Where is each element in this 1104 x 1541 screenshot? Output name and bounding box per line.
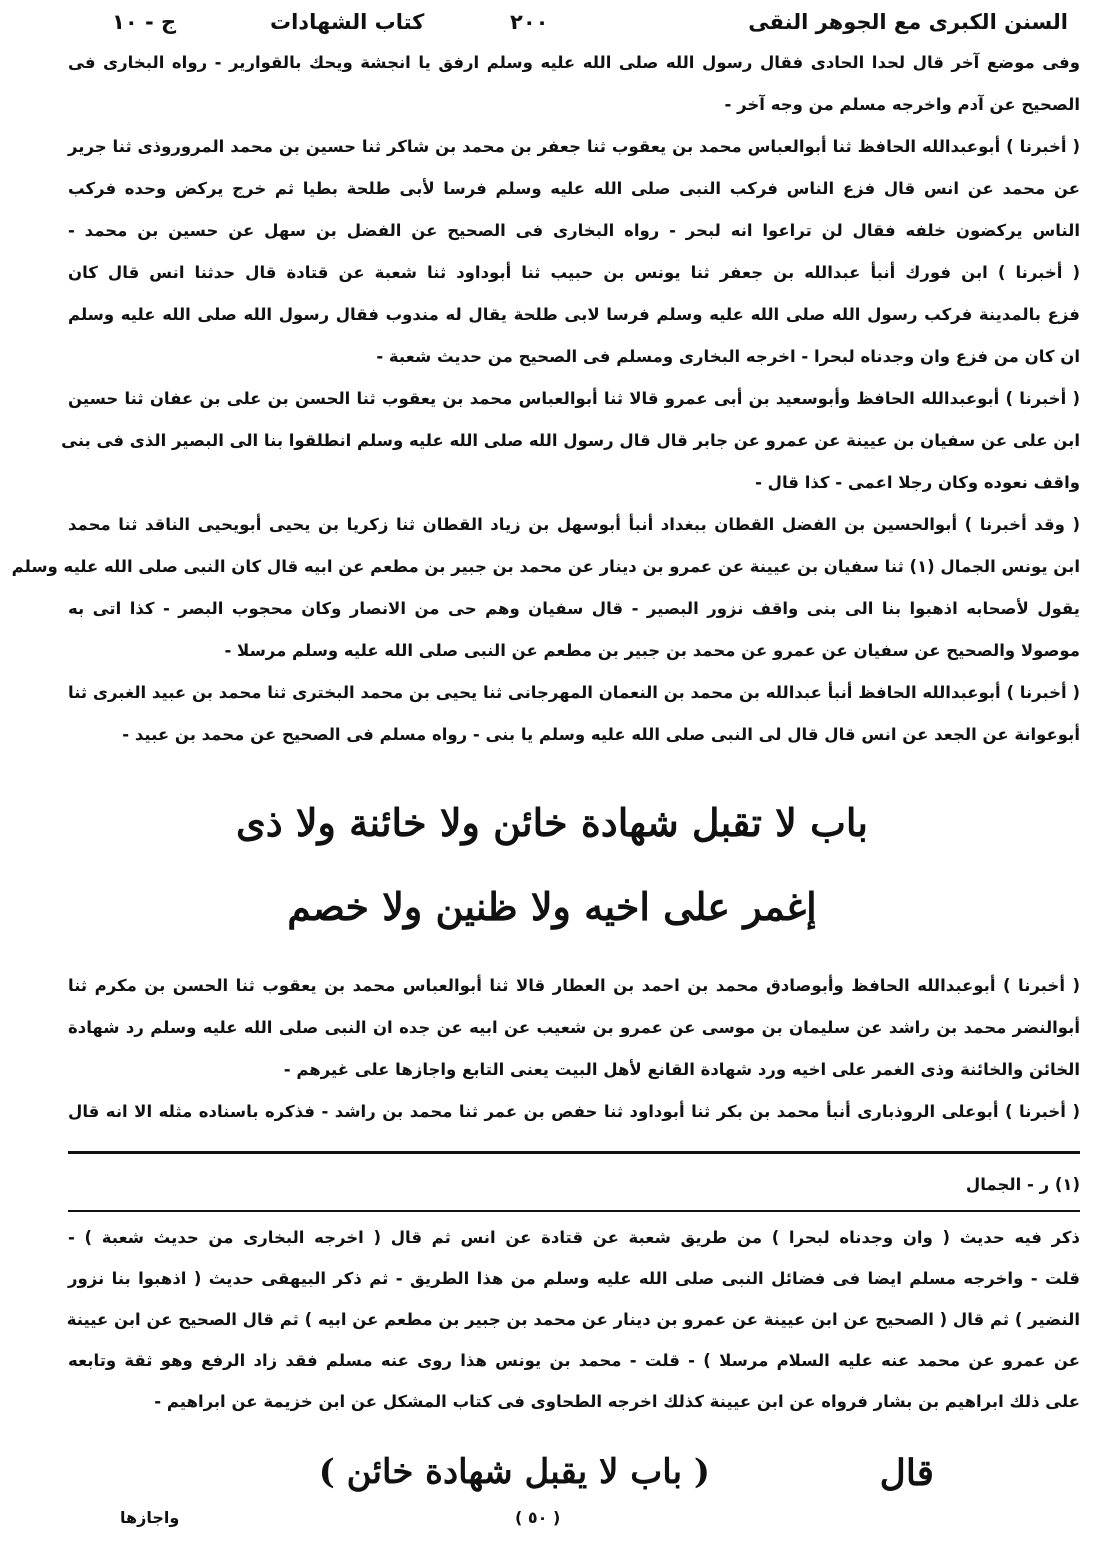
text-line: عن عمرو عن محمد عنه عليه السلام مرسلا ) - قلت - محمد بن يونس هذا روى عنه مسلم فقد زاد الرفع وهو ثقة وتابعه [68, 1351, 1080, 1370]
text-line: قلت - واخرجه مسلم ايضا فى فضائل النبى صلى الله عليه وسلم من هذا الطريق - ثم ذكر البيهقى حديث ( اذهبوا بنا نزور [68, 1269, 1080, 1288]
text-line: النضير ) ثم قال ( الصحيح عن ابن عيينة عن عمرو بن دينار عن محمد بن جبير بن مطعم عن ابيه ) ثم قال الصحيح عن ابن عيينة [66, 1310, 1080, 1329]
chapter-heading-line2: إغمر على اخيه ولا ظنين ولا خصم [287, 884, 817, 929]
catchword: واجازها [120, 1508, 180, 1527]
footnote-divider [68, 1151, 1080, 1154]
text-line: واقف نعوده وكان رجلا اعمى - كذا قال - [755, 473, 1080, 492]
text-line: ( أخبرنا ) أبوعبدالله الحافظ وأبوسعيد بن أبى عمرو قالا ثنا أبوالعباس محمد بن يعقوب ثنا الحسن بن على بن عفان ثنا حسين [68, 389, 1080, 408]
text-line: فزع بالمدينة فركب رسول الله صلى الله عليه وسلم فرسا لابى طلحة يقال له مندوب فقال رسول الله صلى الله عليه وسلم [68, 305, 1080, 324]
text-line: الصحيح عن آدم واخرجه مسلم من وجه آخر - [724, 95, 1080, 114]
text-line: على ذلك ابراهيم بن بشار فرواه عن ابن عيينة كذلك اخرجه الطحاوى فى كتاب المشكل عن ابن خزيمة عن ابراهيم - [154, 1392, 1080, 1411]
text-line: ابن على عن سفيان بن عيينة عن عمرو عن جابر قال قال رسول الله صلى الله عليه وسلم انطلقوا بنا الى البصير الذى فى بنى [61, 431, 1080, 450]
text-line: يقول لأصحابه اذهبوا بنا الى بنى واقف نزور البصير - قال سفيان وهم حى من الانصار وكان محجوب البصر - كذا اتى به [68, 599, 1080, 618]
chapter-heading-line1: باب لا تقبل شهادة خائن ولا خائنة ولا ذى [235, 800, 868, 845]
text-line: أبوعوانة عن الجعد عن انس قال قال لى النبى صلى الله عليه وسلم يا بنى - رواه مسلم فى الصحيح عن محمد بن عبيد - [122, 725, 1080, 744]
footer-page-number: ( ٥٠ ) [515, 1508, 561, 1527]
bottom-heading-qala: قال [879, 1452, 934, 1494]
text-line: وفى موضع آخر قال لحدا الحادى فقال رسول الله صلى الله عليه وسلم ارفق يا انجشة ويحك بالقوارير - رواه البخارى فى [68, 53, 1080, 72]
text-line: ( أخبرنا ) أبوعبدالله الحافظ وأبوصادق محمد بن احمد بن العطار قالا ثنا أبوالعباس محمد بن يعقوب ثنا الحسن بن مكرم ثنا [68, 976, 1080, 995]
text-line: ان كان من فزع وان وجدناه لبحرا - اخرجه البخارى ومسلم فى الصحيح من حديث شعبة - [376, 347, 1080, 366]
text-line: ( أخبرنا ) أبوعبدالله الحافظ ثنا أبوالعباس محمد بن يعقوب ثنا جعفر بن محمد بن شاكر ثنا حسين بن محمد المروروذى ثنا جرير [68, 137, 1080, 156]
text-line: ذكر فيه حديث ( وان وجدناه لبحرا ) من طريق شعبة عن قتادة عن انس ثم قال ( اخرجه البخارى من حديث شعبة ) - [68, 1228, 1080, 1247]
text-line: ( أخبرنا ) أبوعلى الروذبارى أنبأ محمد بن بكر ثنا أبوداود ثنا حفص بن عمر ثنا محمد بن راشد - فذكره باسناده مثله الا انه قال [68, 1102, 1080, 1121]
text-line: موصولا والصحيح عن سفيان عن عمرو عن محمد بن جبير بن مطعم عن النبى صلى الله عليه وسلم مرسلا - [224, 641, 1080, 660]
text-line: ابن يونس الجمال (١) ثنا سفيان بن عيينة عن عمرو بن دينار عن محمد بن جبير بن مطعم عن ابيه قال كان النبى صلى الله عليه وسلم [11, 557, 1080, 576]
text-line: عن محمد عن انس قال فزع الناس فركب النبى صلى الله عليه وسلم فرسا لأبى طلحة بطيا ثم خرج يركض وحده فركب [68, 179, 1080, 198]
text-line: أبوالنضر محمد بن راشد عن سليمان بن موسى عن عمرو بن شعيب عن ابيه عن جده ان النبى صلى الله عليه وسلم رد شهادة [68, 1018, 1080, 1037]
text-line: الناس يركضون خلفه فقال لن تراعوا انه لبحر - رواه البخارى فى الصحيح عن الفضل بن سهل عن حسين بن محمد - [68, 221, 1080, 240]
book-title: السنن الكبرى مع الجوهر النقى [748, 10, 1068, 34]
volume-number: ج - ١٠ [112, 10, 177, 34]
page-number: ٢٠٠ [510, 10, 549, 34]
text-line: ( أخبرنا ) أبوعبدالله الحافظ أنبأ عبدالله بن محمد بن النعمان المهرجانى ثنا يحيى بن محمد البخترى ثنا محمد بن عبيد الغبرى ثنا [68, 683, 1080, 702]
text-line: الخائن والخائنة وذى الغمر على اخيه ورد شهادة القانع لأهل البيت يعنى التابع واجازها على غيرهم - [283, 1060, 1080, 1079]
footnote: (١) ر - الجمال [965, 1175, 1080, 1194]
commentary-divider [68, 1210, 1080, 1212]
text-line: ( أخبرنا ) ابن فورك أنبأ عبدالله بن جعفر ثنا يونس بن حبيب ثنا أبوداود ثنا شعبة عن قتادة قال حدثنا انس قال كان [68, 263, 1080, 282]
text-line: ( وقد أخبرنا ) أبوالحسين بن الفضل القطان ببغداد أنبأ أبوسهل بن زياد القطان ثنا زكريا بن يحيى أبويحيى الناقد ثنا محمد [68, 515, 1080, 534]
chapter-title: كتاب الشهادات [270, 10, 425, 34]
bottom-heading-title: ( باب لا يقبل شهادة خائن ) [318, 1452, 710, 1492]
